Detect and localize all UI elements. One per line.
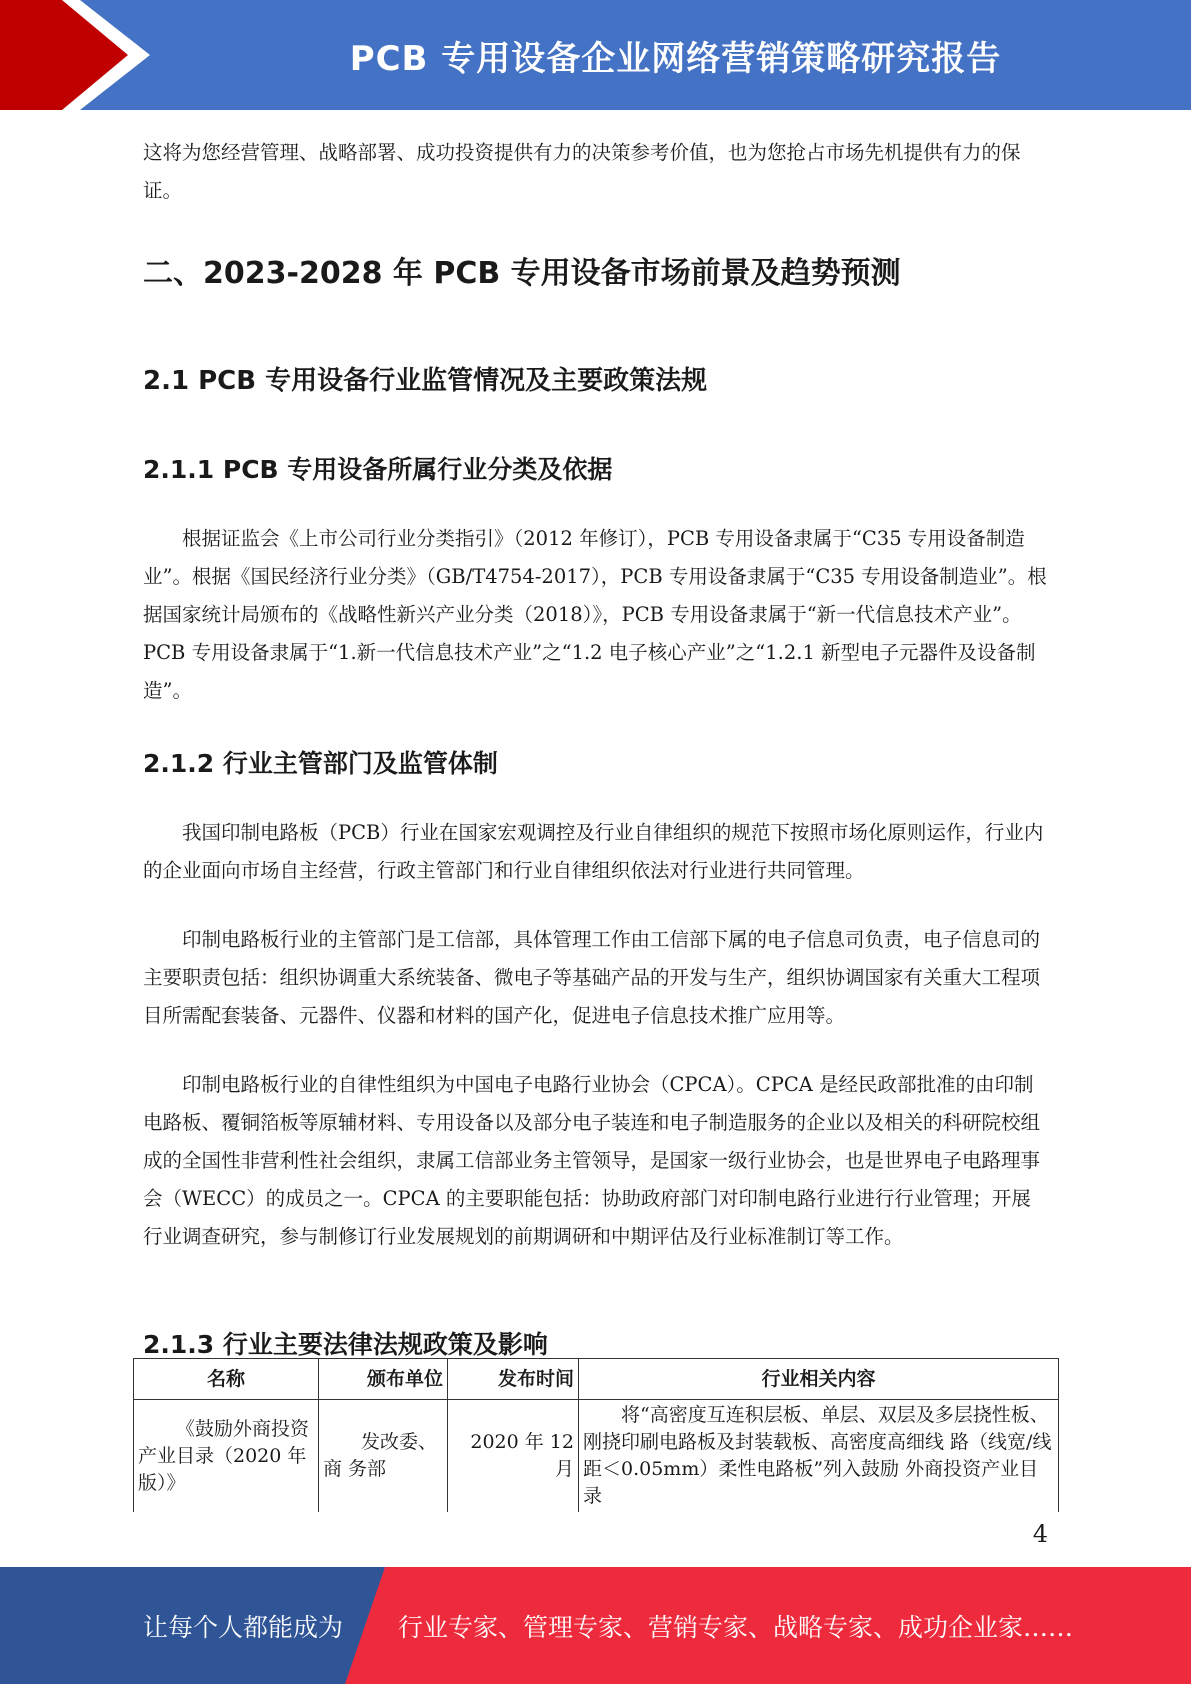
paragraph-text: 印制电路板行业的主管部门是工信部，具体管理工作由工信部下属的电子信息司负责，电子信息司的主要职责包括：组织协调重大系统装备、微电子等基础产品的开发与生产，组织协调国家有关重大工程项目所需配套装备、元器件、仪器和材料的国产化，促进电子信息技术推广应用等。 <box>143 928 1041 1027</box>
footer-slogan-left: 让每个人都能成为 <box>143 1612 344 1642</box>
intro-paragraph <box>143 134 1048 210</box>
cell-date: 2020 年 12 月 <box>448 1400 579 1513</box>
page-number: 4 <box>1032 1520 1048 1548</box>
section-2-1-heading: 2.1 PCB 专用设备行业监管情况及主要政策法规 <box>143 366 708 396</box>
header-date: 发布时间 <box>448 1359 579 1400</box>
header-title: PCB 专用设备企业网络营销策略研究报告 <box>349 38 1002 79</box>
cell-name: 《鼓励外商投资产业目录（2020 年版）》 <box>134 1400 319 1513</box>
header-name: 名称 <box>134 1359 319 1400</box>
section-2-1-1-body <box>143 520 1048 710</box>
page-header <box>0 0 1191 110</box>
section-2-heading: 二、2023-2028 年 PCB 专用设备市场前景及趋势预测 <box>143 256 901 291</box>
paragraph-text: 我国印制电路板（PCB）行业在国家宏观调控及行业自律组织的规范下按照市场化原则运作，行业内的企业面向市场自主经营，行政主管部门和行业自律组织依法对行业进行共同管理。 <box>143 821 1044 882</box>
header-arrow-decoration <box>0 0 160 110</box>
header-org: 颁布单位 <box>319 1359 448 1400</box>
section-2-1-3-heading: 2.1.3 行业主要法律法规政策及影响 <box>143 1330 548 1359</box>
table-row <box>134 1400 1059 1513</box>
section-2-1-2-heading: 2.1.2 行业主管部门及监管体制 <box>143 749 498 778</box>
policy-table <box>133 1358 1059 1512</box>
classification-paragraph: 根据证监会《上市公司行业分类指引》（2012 年修订），PCB 专用设备隶属于“C35 专用设备制造业”。根据《国民经济行业分类》（GB/T4754-2017），PCB 专用设备隶属于“C35 专用设备制造业”。根据国家统计局颁布的《战略性新兴产业分类（2018）》，PCB 专用设备隶属于“新一代信息技术产业”。PCB 专用设备隶属于“1.新一代信息技术产业”之“1.2 电子核心产业”之“1.2.1 新型电子元器件及设备制造”。 <box>143 527 1047 702</box>
footer-slogan-right: 行业专家、管理专家、营销专家、战略专家、成功企业家…… <box>398 1612 1074 1642</box>
regulation-paragraph-1 <box>143 814 1048 890</box>
cell-content: 将“高密度互连积层板、单层、双层及多层挠性板、刚挠印刷电路板及封装载板、高密度高细线 路（线宽/线距＜0.05mm）柔性电路板”列入鼓励 外商投资产业目录 <box>579 1400 1059 1513</box>
intro-text: 这将为您经营管理、战略部署、成功投资提供有力的决策参考价值，也为您抢占市场先机提供有力的保证。 <box>143 141 1021 202</box>
header-content: 行业相关内容 <box>579 1359 1059 1400</box>
regulation-paragraph-3 <box>143 1066 1048 1256</box>
cell-org: 发改委、商 务部 <box>319 1400 448 1513</box>
regulation-paragraph-2 <box>143 921 1048 1035</box>
section-2-1-1-heading: 2.1.1 PCB 专用设备所属行业分类及依据 <box>143 455 613 484</box>
table-header-row <box>134 1359 1059 1400</box>
paragraph-text: 印制电路板行业的自律性组织为中国电子电路行业协会（CPCA）。CPCA 是经民政部批准的由印制电路板、覆铜箔板等原辅材料、专用设备以及部分电子装连和电子制造服务的企业以及相关的科研院校组成的全国性非营利性社会组织，隶属工信部业务主管领导，是国家一级行业协会，也是世界电子电路理事会（WECC）的成员之一。CPCA 的主要职能包括：协助政府部门对印制电路行业进行行业管理；开展行业调查研究，参与制修订行业发展规划的前期调研和中期评估及行业标准制订等工作。 <box>143 1073 1041 1248</box>
